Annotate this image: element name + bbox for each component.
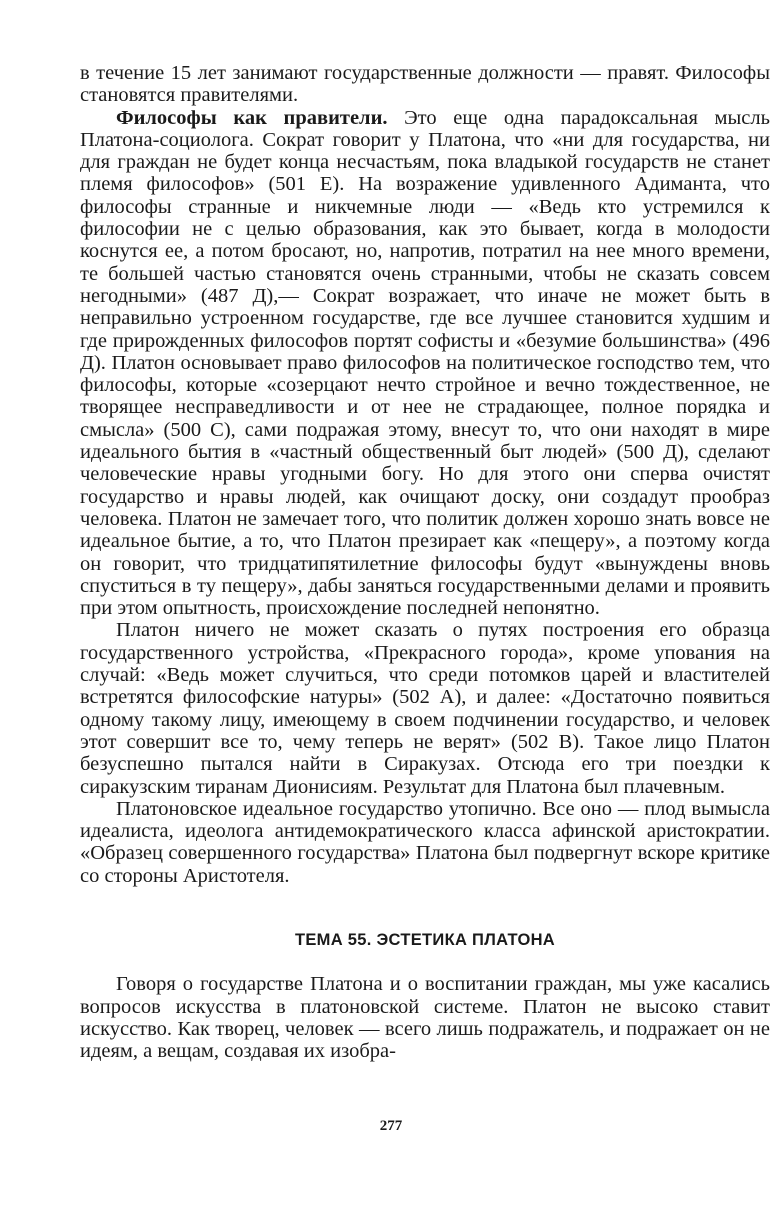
section-heading: ТЕМА 55. ЭСТЕТИКА ПЛАТОНА <box>294 930 556 949</box>
page-number: 277 <box>379 1118 403 1134</box>
paragraph-text: Это еще одна парадоксальная мысль Платона-социолога. Сократ говорит у Платона, что «ни для государства, ни для граждан не будет конца несчастьям, пока владыкой государств не станет племя философов» (501 Е). На возражение удивленного Адиманта, что философы странные и никчемные люди — «Ведь кто устремился к философии не с целью образования, как это бывает, когда в молодости коснутся ее, а потом бросают, но, напротив, потратил на нее много времени, те большей частью становятся очень странными, чтобы не сказать совсем негодными» (487 Д),— Сократ возражает, что иначе не может быть в неправильно устроенном государстве, где все лучшее становится худшим и где прирожденных философов портят софисты и «безумие большинства» (496 Д). Платон основывает право философов на политическое господство тем, что философы, которые «созерцают нечто стройное и вечно тождественное, не творящее несправедливости и от нее не страдающее, полное порядка и смысла» (500 С), сами подражая этому, внесут то, что они находят в мире идеального бытия в «частный общественный быт людей» (500 Д), сделают человеческие нравы угодными богу. Но для этого они сперва очистят государство и нравы людей, как очищают доску, они создадут прообраз человека. Платон не замечает того, что политик должен хорошо знать вовсе не идеальное бытие, а то, что Платон презирает как «пещеру», а поэтому когда он говорит, что тридцатипятилетние философы будут «вынуждены вновь спуститься в ту пещеру», дабы заняться государственными делами и проявить при этом опытность, происхождение последней непонятно. <box>80 106 770 620</box>
paragraph-philosophers-as-rulers <box>80 107 770 620</box>
paragraph-continuation: в течение 15 лет занимают государственные должности — правят. Философы становятся правителями. <box>80 62 770 107</box>
paragraph-beautiful-city: Платон ничего не может сказать о путях построения его образца государственного устройства, «Прекрасного города», кроме упования на случай: «Ведь может случиться, что среди потомков царей и властителей встретятся философские натуры» (502 А), и далее: «Достаточно появиться одному такому лицу, имеющему в своем подчинении государство, и человек этот совершит все то, чему теперь не верят» (502 В). Такое лицо Платон безуспешно пытался найти в Сиракузах. Отсюда его три поездки к сиракузским тиранам Дионисиям. Результат для Платона был плачевным. <box>80 619 770 798</box>
paragraph-aesthetics: Говоря о государстве Платона и о воспитании граждан, мы уже касались вопросов искусства в платоновской системе. Платон не высоко ставит искусство. Как творец, человек — всего лишь подражатель, и подражает он не идеям, а вещам, создавая их изобра- <box>80 973 770 1063</box>
paragraph-lead-heading: Философы как правители. <box>116 106 388 129</box>
page-body <box>80 62 770 1062</box>
paragraph-utopia: Платоновское идеальное государство утопично. Все оно — плод вымысла идеалиста, идеолога антидемократического класса афинской аристократии. «Образец совершенного государства» Платона был подвергнут вскоре критике со стороны Аристотеля. <box>80 797 770 887</box>
